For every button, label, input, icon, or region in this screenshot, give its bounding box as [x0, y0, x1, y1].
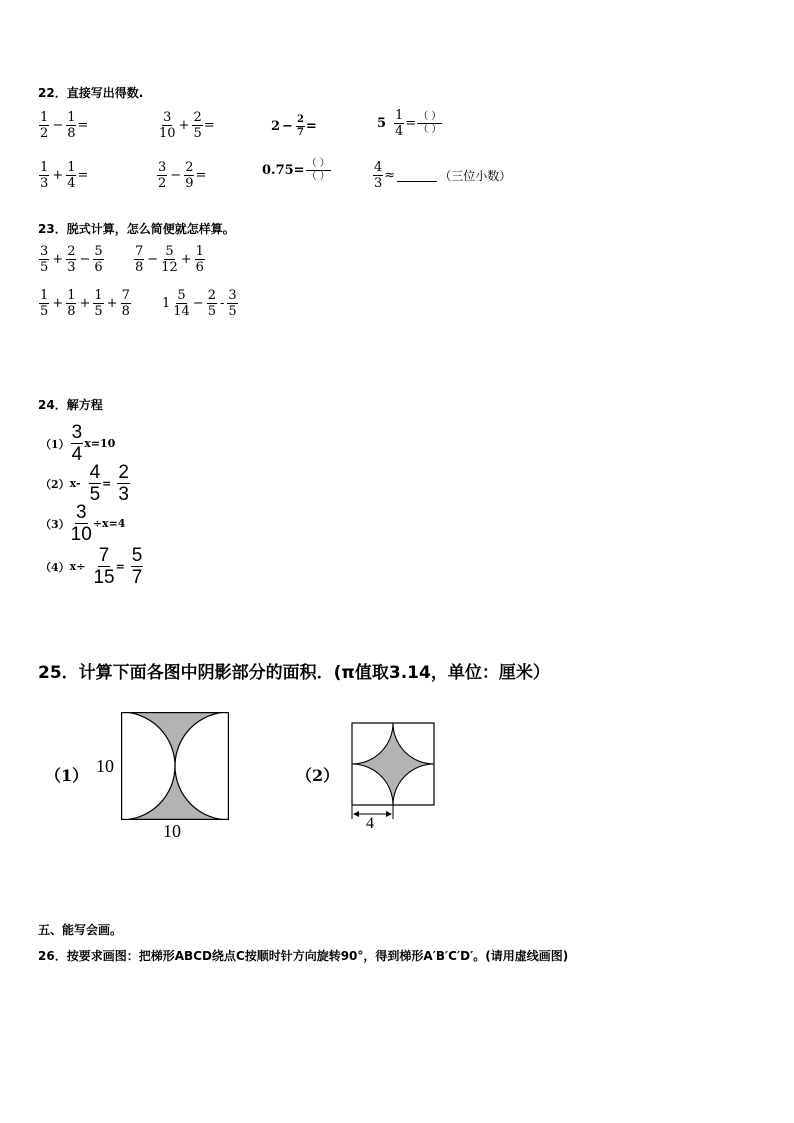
q22-title: 22．直接写出得数.	[38, 86, 144, 100]
fraction: $\frac{2}{5}$	[207, 288, 217, 319]
q25-fig1-label: （1）	[45, 766, 89, 785]
q24-equation-1: （1） $\frac{3}{4}$ x=10	[40, 422, 116, 465]
fraction: $\frac{1}{8}$	[67, 110, 76, 141]
fraction: $\frac{7}{8}$	[121, 288, 130, 319]
q25-fig1-side-label: 10	[96, 756, 114, 776]
fraction: $\frac{3}{10}$	[159, 110, 176, 141]
arrow-head	[353, 811, 359, 817]
fraction: $\frac{1}{6}$	[195, 244, 204, 275]
q22-expr-8: $\frac{4}{3}$ ≈ （三位小数）	[374, 160, 512, 191]
q24-equation-4: （4） x÷ $\frac{7}{15}$ = $\frac{5}{7}$	[40, 545, 143, 588]
q23-expr-1: $\frac{3}{5}$ + $\frac{2}{3}$ − $\frac{5}{6}$	[40, 244, 103, 275]
fraction: $\frac{1}{8}$	[67, 288, 76, 319]
fraction: $\frac{3}{2}$	[158, 160, 167, 191]
q25-fig1-bottom-label: 10	[163, 821, 181, 841]
section5-title: 五、能写会画。	[38, 923, 123, 937]
fraction: $\frac{1}{5}$	[40, 288, 49, 319]
q22-expr-5: $\frac{1}{3}$ + $\frac{1}{4}$ =	[40, 160, 89, 191]
fraction: $\frac{3}{5}$	[40, 244, 49, 275]
fraction: $\frac{2}{7}$	[296, 114, 304, 138]
arrow-head	[386, 811, 392, 817]
fraction: $\frac{7}{15}$	[93, 545, 115, 588]
answer-blank-fraction[interactable]: $\frac{( )}{( )}$	[306, 158, 330, 182]
fraction: $\frac{7}{8}$	[135, 244, 144, 275]
q24-equation-2: （2） x- $\frac{4}{5}$ = $\frac{2}{3}$	[40, 462, 129, 505]
q23-title: 23．脱式计算，怎么简便就怎样算。	[38, 222, 235, 236]
q25-title: 25．计算下面各图中阴影部分的面积．(π值取3.14，单位：厘米）	[38, 663, 550, 683]
fraction: $\frac{3}{10}$	[70, 502, 92, 545]
fraction: $\frac{1}{4}$	[395, 108, 404, 139]
fraction: $\frac{1}{3}$	[40, 160, 49, 191]
q25-figure-1	[121, 712, 229, 820]
q22-expr-3: 2 − $\frac{2}{7}$ =	[271, 114, 317, 138]
fraction: $\frac{1}{5}$	[94, 288, 103, 319]
shaded-region	[352, 723, 434, 805]
q24-equation-3: （3） $\frac{3}{10}$ ÷x=4	[40, 502, 126, 545]
q25-figure-2	[350, 721, 436, 825]
q23-expr-2: $\frac{7}{8}$ − $\frac{5}{12}$ + $\frac{1}{6}$	[135, 244, 204, 275]
q26-title: 26．按要求画图：把梯形ABCD绕点C按顺时针方向旋转90°，得到梯形A′B′C′D′。(请用虚线画图)	[38, 949, 569, 963]
fraction: $\frac{5}{7}$	[131, 545, 143, 588]
fraction: $\frac{5}{12}$	[161, 244, 178, 275]
fraction: $\frac{2}{9}$	[185, 160, 194, 191]
q22-expr-4: 5 $\frac{1}{4}$ = $\frac{( )}{( )}$	[377, 108, 442, 139]
q22-expr-1: $\frac{1}{2}$ − $\frac{1}{8}$ =	[40, 110, 89, 141]
q23-expr-4: 1 $\frac{5}{14}$ − $\frac{2}{5}$ - $\frac{3}{5}$	[162, 288, 237, 319]
answer-blank-fraction[interactable]: $\frac{( )}{( )}$	[418, 111, 442, 135]
q25-fig2-label: （2）	[296, 766, 340, 785]
fraction: $\frac{3}{5}$	[228, 288, 237, 319]
fraction: $\frac{5}{6}$	[94, 244, 103, 275]
q24-title: 24．解方程	[38, 398, 103, 412]
fraction: $\frac{1}{4}$	[67, 160, 76, 191]
fraction: $\frac{5}{14}$	[173, 288, 190, 319]
fraction: $\frac{2}{3}$	[67, 244, 76, 275]
fraction: $\frac{1}{2}$	[40, 110, 49, 141]
fraction: $\frac{3}{4}$	[71, 422, 83, 465]
fraction: $\frac{4}{5}$	[89, 462, 101, 505]
q23-expr-3: $\frac{1}{5}$ + $\frac{1}{8}$ + $\frac{1}{5}$ + $\frac{7}{8}$	[40, 288, 130, 319]
fraction: $\frac{4}{3}$	[374, 160, 383, 191]
answer-blank[interactable]	[397, 169, 437, 182]
q22-expr-2: $\frac{3}{10}$ + $\frac{2}{5}$ =	[159, 110, 215, 141]
q22-expr-6: $\frac{3}{2}$ − $\frac{2}{9}$ =	[158, 160, 207, 191]
q22-expr-7: 0.75= $\frac{( )}{( )}$	[262, 158, 330, 182]
fraction: $\frac{2}{3}$	[118, 462, 129, 505]
fraction: $\frac{2}{5}$	[193, 110, 202, 141]
q25-fig2-measure-label: 4	[366, 815, 374, 832]
